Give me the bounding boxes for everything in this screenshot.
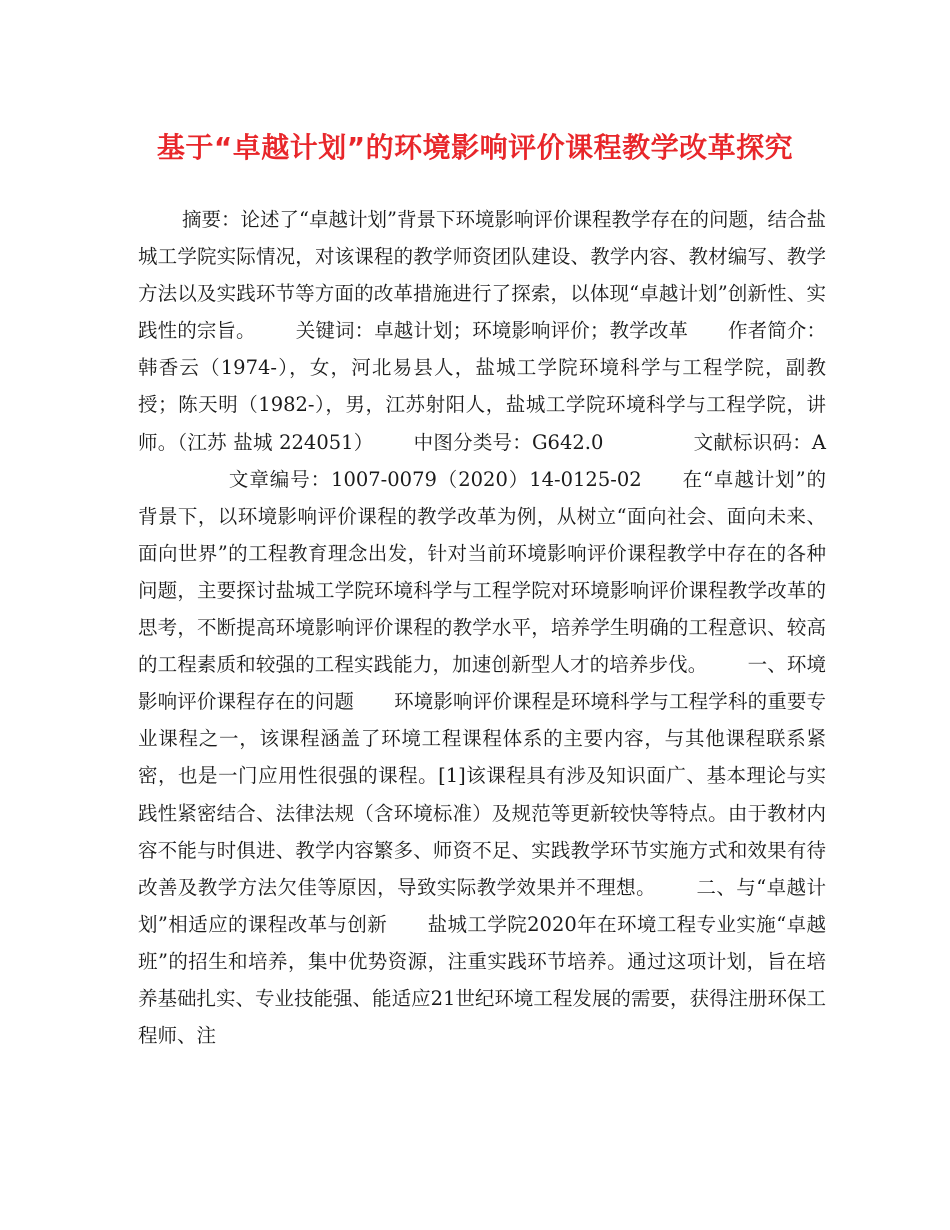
document-body — [138, 201, 826, 1054]
section-1-heading: 一、环境影响评价课程存在的问题 — [138, 653, 826, 714]
keywords-text: 关键词：卓越计划；环境影响评价；教学改革 — [295, 319, 688, 343]
doc-code-text: 文献标识码：A — [693, 430, 826, 454]
author-intro-text: 作者简介：韩香云（1974-），女，河北易县人，盐城工学院环境科学与工程学院，副教授；陈天明（1982-），男，江苏射阳人，盐城工学院环境科学与工程学院，讲师。（江苏 盐城 224051） — [138, 319, 826, 454]
clc-number-text: 中图分类号：G642.0 — [413, 430, 604, 454]
intro-paragraph: 在“卓越计划”的背景下，以环境影响评价课程的教学改革为例，从树立“面向社会、面向未来、面向世界”的工程教育理念出发，针对当前环境影响评价课程教学中存在的各种问题，主要探讨盐城工学院环境科学与工程学院对环境影响评价课程教学改革的思考，不断提高环境影响评价课程的教学水平，培养学生明确的工程意识、较高的工程素质和较强的工程实践能力，加速创新型人才的培养步伐。 — [138, 467, 826, 677]
section-2-body: 盐城工学院2020年在环境工程专业实施“卓越班”的招生和培养，集中优势资源，注重实践环节培养。通过这项计划，旨在培养基础扎实、专业技能强、能适应21世纪环境工程发展的需要，获得注册环保工程师、注 — [138, 912, 826, 1048]
document-title: 基于“卓越计划”的环境影响评价课程教学改革探究 — [156, 131, 794, 164]
abstract-text: 摘要：论述了“卓越计划”背景下环境影响评价课程教学存在的问题，结合盐城工学院实际情况，对该课程的教学师资团队建设、教学内容、教材编写、教学方法以及实践环节等方面的改革措施进行了探索，以体现“卓越计划”创新性、实践性的宗旨。 — [138, 208, 826, 343]
article-number-text: 文章编号：1007-0079（2020）14-0125-02 — [228, 467, 642, 491]
section-1-body: 环境影响评价课程是环境科学与工程学科的重要专业课程之一，该课程涵盖了环境工程课程体系的主要内容，与其他课程联系紧密，也是一门应用性很强的课程。[1]该课程具有涉及知识面广、基本理论与实践性紧密结合、法律法规（含环境标准）及规范等更新较快等特点。由于教材内容不能与时俱进、教学内容繁多、师资不足、实践教学环节实施方式和效果有待改善及教学方法欠佳等原因，导致实际教学效果并不理想。 — [138, 690, 826, 899]
section-2-heading: 二、与“卓越计划”相适应的课程改革与创新 — [138, 875, 826, 936]
